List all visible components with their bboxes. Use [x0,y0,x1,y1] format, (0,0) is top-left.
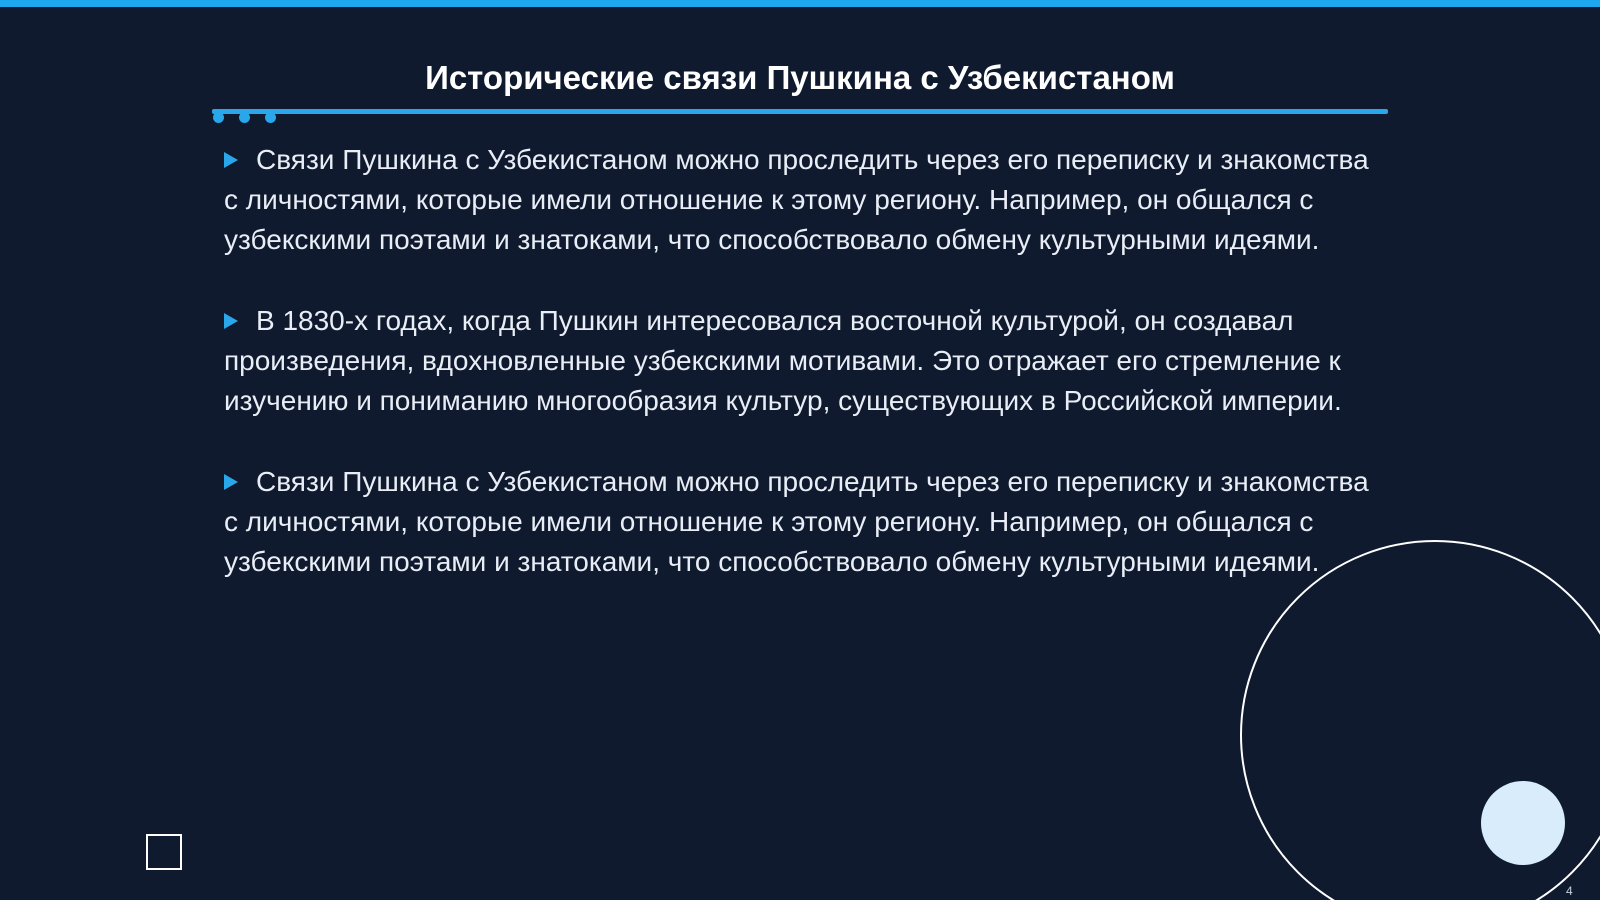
bullet-item [224,462,1384,582]
bullet-item [224,140,1384,260]
decorative-dot [265,112,276,123]
bullet-list [224,140,1384,623]
decorative-square-outline [146,834,182,870]
bullet-text: Связи Пушкина с Узбекистаном можно проследить через его переписку и знакомства с личностями, которые имели отношение к этому региону. Например, он общался с узбекскими поэтами и знатоками, что способствовало обмену культурными идеями. [224,466,1369,577]
decorative-dot [239,112,250,123]
title-underline [212,109,1388,114]
bullet-item [224,301,1384,421]
bullet-text: Связи Пушкина с Узбекистаном можно проследить через его переписку и знакомства с личностями, которые имели отношение к этому региону. Например, он общался с узбекскими поэтами и знатоками, что способствовало обмену культурными идеями. [224,144,1369,255]
triangle-right-icon [224,152,238,168]
page-number: 4 [1566,884,1573,898]
decorative-dot [213,112,224,123]
bullet-text: В 1830-х годах, когда Пушкин интересовался восточной культурой, он создавал произведения, вдохновленные узбекскими мотивами. Это отражает его стремление к изучению и пониманию многообразия культур, существующих в Российской империи. [224,305,1342,416]
triangle-right-icon [224,474,238,490]
triangle-right-icon [224,313,238,329]
top-accent-bar [0,0,1600,7]
slide-title: Исторические связи Пушкина с Узбекистаном [425,59,1175,96]
decorative-circle-filled [1481,781,1565,865]
